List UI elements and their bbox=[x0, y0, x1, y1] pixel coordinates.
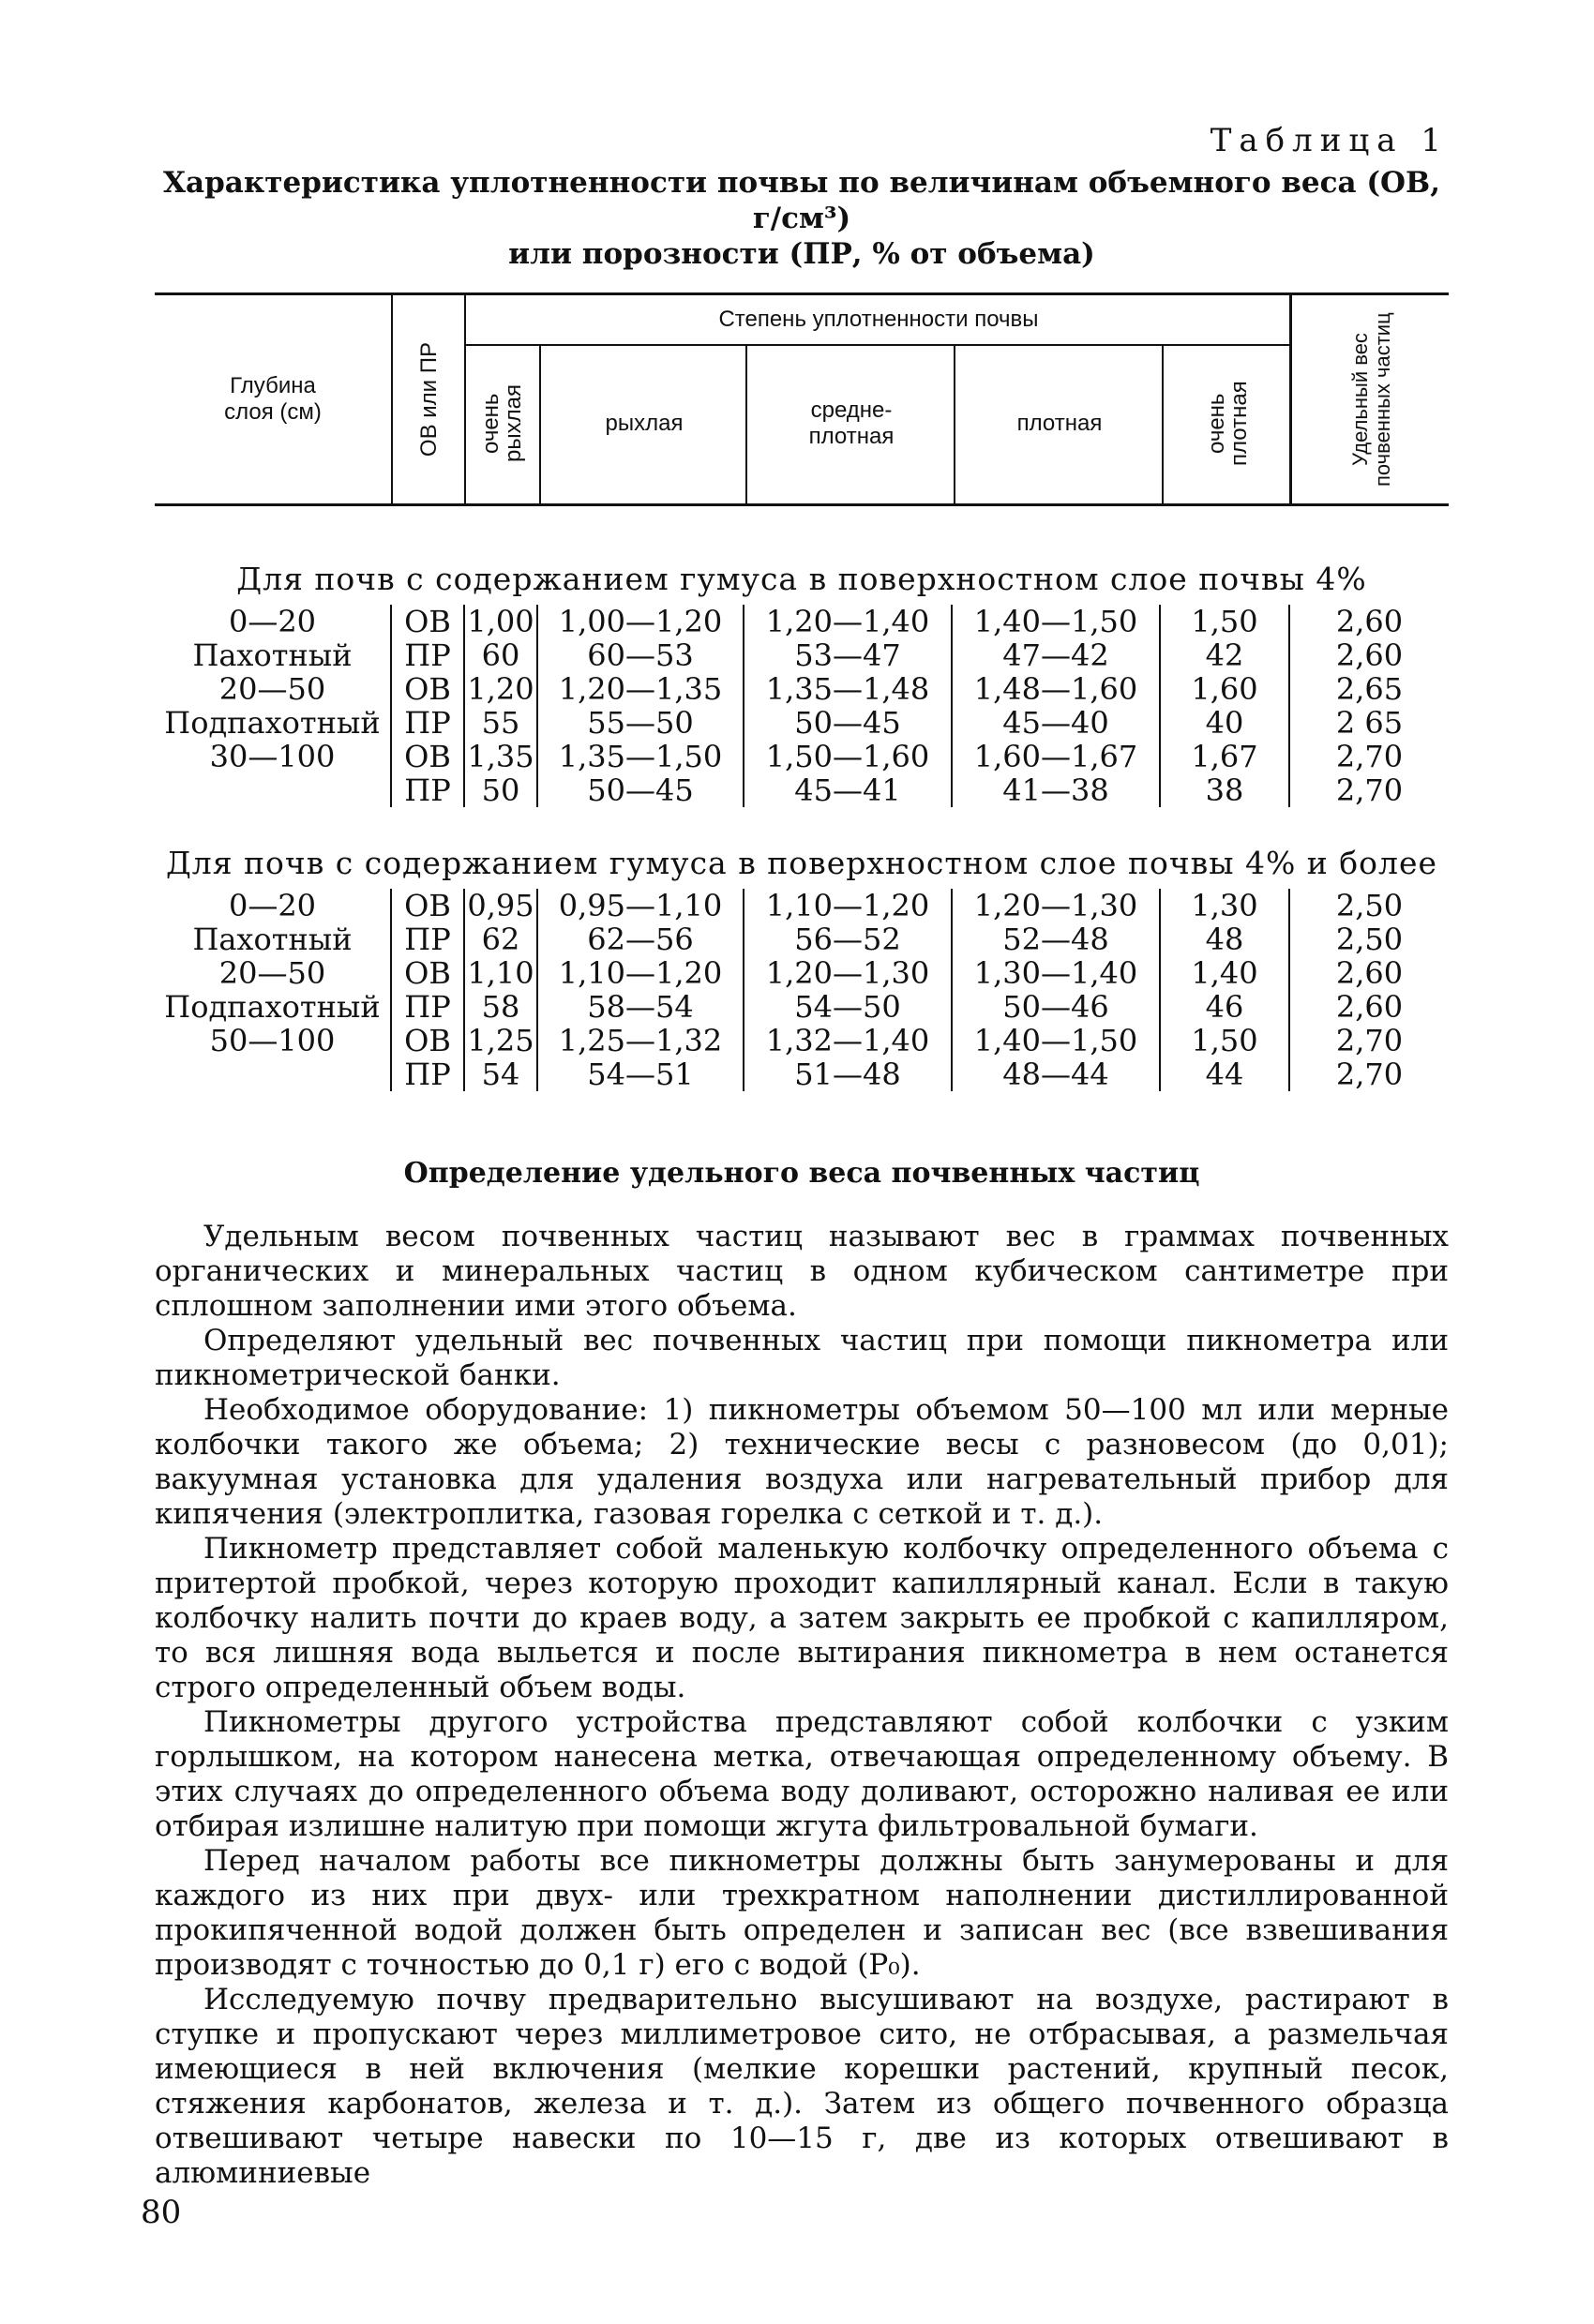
table-cell: 1,30—1,40 bbox=[952, 956, 1160, 990]
table-row bbox=[155, 1057, 1449, 1091]
table-cell: 62—56 bbox=[537, 922, 744, 956]
table-cell: 50—100 bbox=[209, 1023, 336, 1058]
table-cell: 1,40—1,50 bbox=[952, 1024, 1160, 1057]
table-cell: 53—47 bbox=[744, 638, 952, 672]
table-cell: 2,50 bbox=[1289, 889, 1449, 922]
table-row bbox=[155, 956, 1449, 990]
header-degree-label: Степень уплотненности почвы bbox=[718, 307, 1039, 332]
table-cell: 1,30 bbox=[1160, 889, 1289, 922]
table-cell bbox=[155, 773, 391, 807]
header-very-dense-label: очень плотная bbox=[1204, 381, 1252, 467]
table-cell: 2,60 bbox=[1289, 990, 1449, 1024]
table-cell: 54—50 bbox=[744, 990, 952, 1024]
table-cell: 42 bbox=[1160, 638, 1289, 672]
header-degree bbox=[466, 295, 1291, 346]
table-cell: Подпахотный bbox=[164, 989, 381, 1025]
table-cell: 48—44 bbox=[952, 1057, 1160, 1091]
table-cell: 1,20—1,35 bbox=[537, 672, 744, 706]
paragraph: Пикнометр представляет собой маленькую колбочку определенного объема с притертой пробкой, через которую проходит капиллярный канал. Если в такую колбочку налить почти до краев воду, а затем закрыть ее пробкой с капилляром, то вся лишняя вода выльется и после вытирания пикнометра в нем останется строго определенный объем воды. bbox=[155, 1532, 1449, 1704]
section-2-heading: Для почв с содержанием гумуса в поверхностном слое почвы 4% и более bbox=[165, 845, 1438, 881]
table-cell: ПР bbox=[391, 706, 464, 740]
header-ov-pr-label: ОВ или ПР bbox=[416, 341, 442, 457]
table-row bbox=[155, 1024, 1449, 1057]
section-1-heading: Для почв с содержанием гумуса в поверхностном слое почвы 4% bbox=[236, 561, 1367, 597]
table-cell: 1,50 bbox=[1160, 1024, 1289, 1057]
table-cell: 2,60 bbox=[1289, 956, 1449, 990]
table-cell: 52—48 bbox=[952, 922, 1160, 956]
body-text bbox=[155, 1220, 1449, 2191]
table-cell: 20—50 bbox=[218, 955, 326, 991]
table-cell: ПР bbox=[391, 990, 464, 1024]
table-cell: 2,70 bbox=[1289, 1057, 1449, 1091]
header-medium-label: средне-плотная bbox=[808, 397, 895, 449]
header-dense-label: плотная bbox=[1016, 411, 1103, 436]
header-degree-subcols bbox=[466, 344, 1291, 503]
header-specific-weight-label: Удельный вес почвенных частиц bbox=[1348, 312, 1394, 487]
table-cell: 1,25 bbox=[464, 1024, 537, 1057]
header-very-loose bbox=[466, 344, 539, 503]
section-title: Определение удельного веса почвенных частиц bbox=[403, 1157, 1200, 1190]
table-cell: 58—54 bbox=[537, 990, 744, 1024]
table-cell: 41—38 bbox=[952, 773, 1160, 807]
paragraph: Перед началом работы все пикнометры должны быть занумерованы и для каждого из них при двух- или трехкратном наполнении дистиллированной прокипяченной водой должен быть определен и записан вес (все взвешивания производят с точностью до 0,1 г) его с водой (P₀). bbox=[155, 1844, 1449, 1982]
table-title-line-1: Характеристика уплотненности почвы по величинам объемного веса (ОВ, г/см³) bbox=[162, 166, 1441, 235]
table-cell: 1,25—1,32 bbox=[537, 1024, 744, 1057]
table-cell: Пахотный bbox=[192, 922, 353, 957]
paragraph: Необходимое оборудование: 1) пикнометры объемом 50—100 мл или мерные колбочки такого же объема; 2) технические весы с разновесом (до 0,01); вакуумная установка для удаления воздуха или нагревательный прибор для кипячения (электроплитка, газовая горелка с сеткой и т. д.). bbox=[155, 1393, 1449, 1531]
table-row bbox=[155, 740, 1449, 773]
table-cell: 2,70 bbox=[1289, 773, 1449, 807]
table-cell: 1,10—1,20 bbox=[537, 956, 744, 990]
table-cell: ПР bbox=[391, 638, 464, 672]
table-cell: 1,20 bbox=[464, 672, 537, 706]
header-degree-group bbox=[464, 295, 1291, 503]
table-cell: 1,40 bbox=[1160, 956, 1289, 990]
section-2-table bbox=[155, 889, 1449, 1091]
table-cell: 1,00 bbox=[464, 605, 537, 638]
table-cell: 30—100 bbox=[209, 739, 336, 774]
table-row bbox=[155, 889, 1449, 922]
table-row bbox=[155, 605, 1449, 638]
table-row bbox=[155, 922, 1449, 956]
table-cell: ПР bbox=[391, 1057, 464, 1091]
table-cell: 60—53 bbox=[537, 638, 744, 672]
table-cell: 2 65 bbox=[1289, 706, 1449, 740]
header-medium bbox=[745, 344, 955, 503]
table-cell: 55—50 bbox=[537, 706, 744, 740]
header-dense bbox=[954, 344, 1164, 503]
table-title bbox=[155, 165, 1449, 272]
table-cell: 55 bbox=[464, 706, 537, 740]
table-cell: 60 bbox=[464, 638, 537, 672]
header-depth bbox=[155, 295, 391, 503]
table-cell: 1,50 bbox=[1160, 605, 1289, 638]
table-cell: 1,40—1,50 bbox=[952, 605, 1160, 638]
table-cell bbox=[155, 1057, 391, 1091]
table-cell: ОВ bbox=[391, 1024, 464, 1057]
header-very-loose-label: очень рыхлая bbox=[478, 384, 526, 463]
section-1-table bbox=[155, 605, 1449, 807]
table-cell: 0—20 bbox=[228, 888, 317, 923]
header-depth-label: Глубина слоя (см) bbox=[224, 373, 322, 425]
table-title-line-2: или порозности (ПР, % от объема) bbox=[508, 237, 1095, 271]
table-cell: 1,35—1,50 bbox=[537, 740, 744, 773]
table-row bbox=[155, 773, 1449, 807]
table-cell: 62 bbox=[464, 922, 537, 956]
table-cell: 44 bbox=[1160, 1057, 1289, 1091]
header-loose bbox=[539, 344, 747, 503]
table-cell: 1,20—1,40 bbox=[744, 605, 952, 638]
table-cell: 1,60 bbox=[1160, 672, 1289, 706]
table-cell: 50—46 bbox=[952, 990, 1160, 1024]
table-cell: 1,48—1,60 bbox=[952, 672, 1160, 706]
table-cell: 2,60 bbox=[1289, 605, 1449, 638]
table-cell: ОВ bbox=[391, 740, 464, 773]
table-cell: ПР bbox=[391, 922, 464, 956]
page-number: 80 bbox=[141, 2194, 182, 2231]
table-cell: 50—45 bbox=[537, 773, 744, 807]
table-cell: 54—51 bbox=[537, 1057, 744, 1091]
table-cell: 45—41 bbox=[744, 773, 952, 807]
table-cell: 56—52 bbox=[744, 922, 952, 956]
table-cell: 2,60 bbox=[1289, 638, 1449, 672]
table-cell: 48 bbox=[1160, 922, 1289, 956]
table-cell: 54 bbox=[464, 1057, 537, 1091]
table-cell: 50—45 bbox=[744, 706, 952, 740]
table-label: Таблица 1 bbox=[1210, 122, 1449, 159]
table-cell: Подпахотный bbox=[164, 705, 381, 741]
table-cell: 38 bbox=[1160, 773, 1289, 807]
table-cell: 1,35 bbox=[464, 740, 537, 773]
table-cell: 0—20 bbox=[228, 604, 317, 639]
table-cell: 0,95—1,10 bbox=[537, 889, 744, 922]
table-cell: 1,60—1,67 bbox=[952, 740, 1160, 773]
table-cell: 1,32—1,40 bbox=[744, 1024, 952, 1057]
table-cell: 1,10—1,20 bbox=[744, 889, 952, 922]
page bbox=[155, 122, 1449, 2191]
table-cell: ОВ bbox=[391, 605, 464, 638]
table-row bbox=[155, 672, 1449, 706]
table-cell: 1,20—1,30 bbox=[744, 956, 952, 990]
table-cell: 1,50—1,60 bbox=[744, 740, 952, 773]
paragraph: Определяют удельный вес почвенных частиц при помощи пикнометра или пикнометрической банки. bbox=[155, 1324, 1449, 1392]
table-cell: 0,95 bbox=[464, 889, 537, 922]
header-loose-label: рыхлая bbox=[605, 411, 684, 436]
table-cell: 1,35—1,48 bbox=[744, 672, 952, 706]
table-cell: 50 bbox=[464, 773, 537, 807]
table-cell: 47—42 bbox=[952, 638, 1160, 672]
table-row bbox=[155, 990, 1449, 1024]
table-cell: ОВ bbox=[391, 956, 464, 990]
table-cell: 1,67 bbox=[1160, 740, 1289, 773]
table-cell: ОВ bbox=[391, 889, 464, 922]
table-cell: 2,70 bbox=[1289, 1024, 1449, 1057]
table-row bbox=[155, 638, 1449, 672]
table-cell: 2,65 bbox=[1289, 672, 1449, 706]
header-specific-weight bbox=[1289, 295, 1451, 503]
table-cell: 1,20—1,30 bbox=[952, 889, 1160, 922]
table-cell: 46 bbox=[1160, 990, 1289, 1024]
table-cell: 2,50 bbox=[1289, 922, 1449, 956]
paragraph: Пикнометры другого устройства представляют собой колбочки с узким горлышком, на котором нанесена метка, отвечающая определенному объему. В этих случаях до определенного объема воду доливают, осторожно наливая ее или отбирая излишне налитую при помощи жгута фильтровальной бумаги. bbox=[155, 1705, 1449, 1843]
table-cell: ПР bbox=[391, 773, 464, 807]
table-header bbox=[155, 292, 1449, 506]
table-cell: ОВ bbox=[391, 672, 464, 706]
table-cell: 1,10 bbox=[464, 956, 537, 990]
table-row bbox=[155, 706, 1449, 740]
table-cell: 45—40 bbox=[952, 706, 1160, 740]
paragraph: Исследуемую почву предварительно высушивают на воздухе, растирают в ступке и пропускают через миллиметровое сито, не отбрасывая, а размельчая имеющиеся в ней включения (мелкие корешки растений, крупный песок, стяжения карбонатов, железа и т. д.). Затем из общего почвенного образца отвешивают четыре навески по 10—15 г, две из которых отвешивают в алюминиевые bbox=[155, 1983, 1449, 2190]
table-cell: 2,70 bbox=[1289, 740, 1449, 773]
table-cell: 20—50 bbox=[218, 671, 326, 707]
paragraph: Удельным весом почвенных частиц называют вес в граммах почвенных органических и минеральных частиц в одном кубическом сантиметре при сплошном заполнении ими этого объема. bbox=[155, 1220, 1449, 1323]
table-cell: 58 bbox=[464, 990, 537, 1024]
table-cell: 1,00—1,20 bbox=[537, 605, 744, 638]
table-cell: Пахотный bbox=[192, 637, 353, 673]
header-very-dense bbox=[1162, 344, 1293, 503]
header-ov-pr bbox=[391, 295, 466, 503]
table-cell: 51—48 bbox=[744, 1057, 952, 1091]
table-cell: 40 bbox=[1160, 706, 1289, 740]
